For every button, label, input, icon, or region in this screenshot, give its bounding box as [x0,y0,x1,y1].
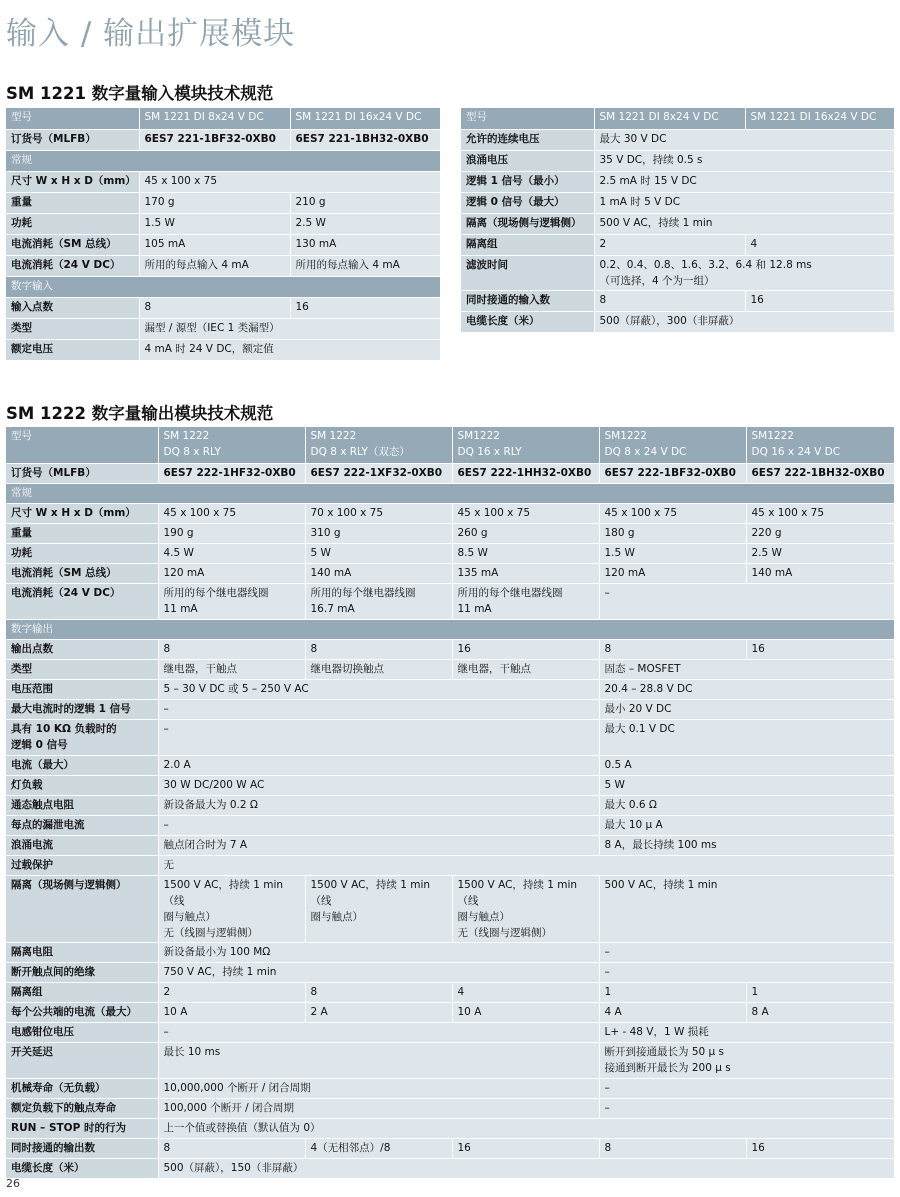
row-label: 重量 [6,192,139,213]
table-row [461,255,894,290]
cell-value: 最大 0.1 V DC [599,719,894,755]
table-row [461,150,894,171]
table-row [461,311,894,332]
cell-line: 所用的每个继电器线圈 [163,586,269,599]
cell-value: 70 x 100 x 75 [305,503,452,523]
table-header-row [461,108,894,129]
cell-value: – [599,1098,894,1118]
cell-line: 所用的每个继电器线圈 [310,586,416,599]
cell-value: 140 mA [305,563,452,583]
row-label [6,719,158,755]
table-row [6,339,440,360]
row-label: 额定电压 [6,339,139,360]
section-row [6,150,440,171]
cell-value: 8 A，最长持续 100 ms [599,835,894,855]
row-label: 允许的连续电压 [461,129,594,150]
cell-line: 所用的每个继电器线圈 [457,586,563,599]
cell-value: 8 [305,982,452,1002]
row-label: 浪涌电流 [6,835,158,855]
cell-value: 8 [305,639,452,659]
table-row [6,875,894,942]
cell-value [158,583,305,619]
table-row [6,962,894,982]
table-row [6,1158,894,1178]
cell-line: 具有 10 KΩ 负载时的 [11,722,117,735]
cell-line: DQ 8 x RLY（双态） [310,446,410,458]
cell-value: 所用的每点输入 4 mA [139,255,290,276]
table-row [461,129,894,150]
row-label: 开关延迟 [6,1042,158,1078]
table-row [6,795,894,815]
cell-value: 继电器，干触点 [452,659,599,679]
cell-line: DQ 16 x 24 V DC [751,446,841,458]
row-label: 同时接通的输出数 [6,1138,158,1158]
table-row [6,639,894,659]
cell-line: 逻辑 0 信号 [11,738,68,751]
cell-value: 260 g [452,523,599,543]
cell-value: 190 g [158,523,305,543]
cell-value: 10,000,000 个断开 / 闭合周期 [158,1078,599,1098]
cell-value: 2 A [305,1002,452,1022]
cell-value: L+ - 48 V，1 W 损耗 [599,1022,894,1042]
cell-line: 圈与触点） [457,910,510,923]
cell-value: 220 g [746,523,894,543]
table-row [461,234,894,255]
cell-value: 8 [599,639,746,659]
row-label: 输入点数 [6,297,139,318]
page-number: 26 [6,1177,20,1190]
cell-value: 16 [746,1138,894,1158]
header-cell: SM 1221 DI 16x24 V DC [290,108,440,129]
cell-value: 2.0 A [158,755,599,775]
cell-value: 新设备最小为 100 MΩ [158,942,599,962]
table-row [6,234,440,255]
order-number: 6ES7 222-1HH32-0XB0 [452,463,599,483]
cell-value: 固态 – MOSFET [599,659,894,679]
table-header-row [6,108,440,129]
cell-value: 最大 10 μ A [599,815,894,835]
cell-value: 1 [746,982,894,1002]
table-row [6,659,894,679]
cell-value: 4.5 W [158,543,305,563]
table-row [6,815,894,835]
table-row [6,463,894,483]
cell-value: 5 – 30 V DC 或 5 – 250 V AC [158,679,599,699]
row-label: 尺寸 W x H x D（mm） [6,171,139,192]
cell-value [452,583,599,619]
cell-value: 1.5 W [139,213,290,234]
row-label: 过载保护 [6,855,158,875]
table-row [6,982,894,1002]
header-cell [158,427,305,463]
row-label: 重量 [6,523,158,543]
cell-value: 最大 0.6 Ω [599,795,894,815]
cell-line: （可选择，4 个为一组） [599,274,715,287]
cell-value: 2 [158,982,305,1002]
cell-value: 16 [452,639,599,659]
row-label: 机械寿命（无负载） [6,1078,158,1098]
cell-value: – [599,1078,894,1098]
table-row [6,1022,894,1042]
cell-value: 140 mA [746,563,894,583]
table-row [6,942,894,962]
order-number: 6ES7 222-1BH32-0XB0 [746,463,894,483]
cell-value: 8 [139,297,290,318]
cell-value: 触点闭合时为 7 A [158,835,599,855]
cell-value [158,875,305,942]
cell-value: 8 [158,1138,305,1158]
row-label: 电流消耗（SM 总线） [6,563,158,583]
row-label: 每个公共端的电流（最大） [6,1002,158,1022]
cell-value: 120 mA [599,563,746,583]
order-number: 6ES7 221-1BF32-0XB0 [139,129,290,150]
cell-value: 45 x 100 x 75 [452,503,599,523]
sm1222-spec-table [6,427,895,1179]
cell-value: – [158,815,599,835]
cell-value: 8 [158,639,305,659]
table-row [6,1138,894,1158]
row-label: 逻辑 1 信号（最小） [461,171,594,192]
table-row [6,1118,894,1138]
table-row [6,679,894,699]
order-number: 6ES7 222-1BF32-0XB0 [599,463,746,483]
row-label: 电感钳位电压 [6,1022,158,1042]
cell-value: 4 A [599,1002,746,1022]
cell-value: – [599,942,894,962]
cell-line: DQ 8 x RLY [163,446,221,458]
cell-value: 16 [745,290,894,311]
cell-value: 8 [594,290,745,311]
cell-value: 继电器切换触点 [305,659,452,679]
cell-line: 断开到接通最长为 50 μ s [604,1045,725,1058]
header-cell: 型号 [6,427,158,463]
cell-value: 120 mA [158,563,305,583]
cell-value: 4 mA 时 24 V DC，额定值 [139,339,440,360]
cell-value: 上一个值或替换值（默认值为 0） [158,1118,894,1138]
order-number: 6ES7 222-1HF32-0XB0 [158,463,305,483]
row-label: 电压范围 [6,679,158,699]
table-row [6,835,894,855]
cell-value: 继电器，干触点 [158,659,305,679]
row-label: 输出点数 [6,639,158,659]
row-label: 同时接通的输入数 [461,290,594,311]
cell-value: 10 A [158,1002,305,1022]
row-label: 尺寸 W x H x D（mm） [6,503,158,523]
row-label: 类型 [6,318,139,339]
row-label: 断开触点间的绝缘 [6,962,158,982]
cell-line: 1500 V AC，持续 1 min（线 [457,878,578,907]
cell-line: DQ 16 x RLY [457,446,522,458]
cell-value: 45 x 100 x 75 [746,503,894,523]
table-row [6,855,894,875]
cell-value: 750 V AC，持续 1 min [158,962,599,982]
table-row [6,563,894,583]
row-label: 每点的漏泄电流 [6,815,158,835]
row-label: 通态触点电阻 [6,795,158,815]
cell-line: 圈与触点） [310,910,363,923]
table-row [6,213,440,234]
row-label: 电流消耗（24 V DC） [6,255,139,276]
table-row [461,192,894,213]
cell-value: 2 [594,234,745,255]
table-row [6,171,440,192]
cell-value: 8 [599,1138,746,1158]
cell-value: 16 [290,297,440,318]
section-title-sm1221: SM 1221 数字量输入模块技术规范 [6,84,274,103]
cell-line: 1500 V AC，持续 1 min（线 [163,878,284,907]
header-cell: SM 1221 DI 8x24 V DC [594,108,745,129]
cell-value: 4 [452,982,599,1002]
cell-value: 2.5 W [746,543,894,563]
cell-value: 210 g [290,192,440,213]
row-label: 电缆长度（米） [6,1158,158,1178]
row-label: RUN – STOP 时的行为 [6,1118,158,1138]
row-label: 浪涌电压 [461,150,594,171]
cell-value: – [599,583,894,619]
table-row [6,583,894,619]
cell-value [452,875,599,942]
cell-value: 5 W [305,543,452,563]
row-label: 隔离组 [6,982,158,1002]
cell-value: 无 [158,855,894,875]
cell-value: 4（无相邻点）/8 [305,1138,452,1158]
table-row [6,129,440,150]
cell-value: 130 mA [290,234,440,255]
cell-value: 135 mA [452,563,599,583]
header-cell: 型号 [461,108,594,129]
cell-value: 16 [746,639,894,659]
cell-value: 45 x 100 x 75 [139,171,440,192]
section-row [6,619,894,639]
cell-value: 45 x 100 x 75 [599,503,746,523]
table-header-row [6,427,894,463]
row-label: 隔离（现场侧与逻辑侧） [461,213,594,234]
cell-value: 1 mA 时 5 V DC [594,192,894,213]
cell-value: 1.5 W [599,543,746,563]
section-row [6,276,440,297]
cell-value: 500 V AC，持续 1 min [599,875,894,942]
table-row [6,775,894,795]
row-label: 最大电流时的逻辑 1 信号 [6,699,158,719]
cell-value: 500（屏蔽），300（非屏蔽） [594,311,894,332]
cell-value: 180 g [599,523,746,543]
header-cell: SM 1221 DI 8x24 V DC [139,108,290,129]
cell-value: 5 W [599,775,894,795]
cell-value: 500 V AC，持续 1 min [594,213,894,234]
cell-line: 0.2、0.4、0.8、1.6、3.2、6.4 和 12.8 ms [599,258,812,271]
cell-value: 105 mA [139,234,290,255]
page-title: 输入 / 输出扩展模块 [6,16,296,52]
cell-line: 无（线圈与逻辑侧） [457,926,552,939]
sm1221-spec-table-left [6,108,441,361]
table-row [6,192,440,213]
table-row [6,755,894,775]
cell-value: 30 W DC/200 W AC [158,775,599,795]
cell-line: 11 mA [163,602,198,615]
table-row [6,255,440,276]
cell-line: SM1222 [604,430,647,442]
cell-value: 35 V DC，持续 0.5 s [594,150,894,171]
table-row [6,503,894,523]
table-row [461,213,894,234]
cell-value: 10 A [452,1002,599,1022]
cell-value: – [158,699,599,719]
table-row [6,719,894,755]
cell-value: 新设备最大为 0.2 Ω [158,795,599,815]
cell-value: 4 [745,234,894,255]
row-label: 额定负载下的触点寿命 [6,1098,158,1118]
table-row [6,523,894,543]
row-label: 逻辑 0 信号（最大） [461,192,594,213]
row-label: 订货号（MLFB） [6,463,158,483]
cell-value [305,875,452,942]
row-label: 电流消耗（SM 总线） [6,234,139,255]
cell-line: SM1222 [751,430,794,442]
header-cell [599,427,746,463]
cell-value: 45 x 100 x 75 [158,503,305,523]
cell-value: – [158,1022,599,1042]
cell-value: 1 [599,982,746,1002]
order-number: 6ES7 222-1XF32-0XB0 [305,463,452,483]
cell-value: – [599,962,894,982]
row-label: 隔离电阻 [6,942,158,962]
sm1221-spec-table-right [461,108,895,333]
section-heading: 数字输入 [6,276,440,297]
cell-line: DQ 8 x 24 V DC [604,446,687,458]
cell-value: 最小 20 V DC [599,699,894,719]
cell-value: 2.5 W [290,213,440,234]
row-label: 电缆长度（米） [461,311,594,332]
cell-value: 所用的每点输入 4 mA [290,255,440,276]
cell-value: 0.5 A [599,755,894,775]
cell-line: SM1222 [457,430,500,442]
table-row [6,699,894,719]
table-row [6,1078,894,1098]
cell-line: 11 mA [457,602,492,615]
table-row [6,318,440,339]
cell-value: 最大 30 V DC [594,129,894,150]
table-row [6,297,440,318]
section-heading: 常规 [6,483,894,503]
cell-value: 漏型 / 源型（IEC 1 类漏型） [139,318,440,339]
cell-value: 8.5 W [452,543,599,563]
header-cell: SM 1221 DI 16x24 V DC [745,108,894,129]
cell-value [305,583,452,619]
table-row [461,171,894,192]
table-row [6,1042,894,1078]
table-row [6,543,894,563]
cell-value: – [158,719,599,755]
cell-line: 1500 V AC，持续 1 min（线 [310,878,431,907]
cell-line: 无（线圈与逻辑侧） [163,926,258,939]
cell-line: SM 1222 [163,430,210,442]
table-row [6,1002,894,1022]
order-number: 6ES7 221-1BH32-0XB0 [290,129,440,150]
header-cell [305,427,452,463]
cell-value: 500（屏蔽），150（非屏蔽） [158,1158,894,1178]
row-label: 隔离组 [461,234,594,255]
row-label: 类型 [6,659,158,679]
cell-value: 2.5 mA 时 15 V DC [594,171,894,192]
cell-value [594,255,894,290]
row-label: 滤波时间 [461,255,594,290]
cell-value: 16 [452,1138,599,1158]
cell-value: 310 g [305,523,452,543]
cell-value: 100,000 个断开 / 闭合周期 [158,1098,599,1118]
section-heading: 常规 [6,150,440,171]
section-heading: 数字输出 [6,619,894,639]
row-label: 电流消耗（24 V DC） [6,583,158,619]
row-label: 隔离（现场侧与逻辑侧） [6,875,158,942]
header-cell: 型号 [6,108,139,129]
row-label: 灯负载 [6,775,158,795]
header-cell [452,427,599,463]
section-row [6,483,894,503]
row-label: 功耗 [6,213,139,234]
cell-value: 最长 10 ms [158,1042,599,1078]
header-cell [746,427,894,463]
cell-value: 8 A [746,1002,894,1022]
section-title-sm1222: SM 1222 数字量输出模块技术规范 [6,404,274,423]
cell-line: SM 1222 [310,430,357,442]
cell-value [599,1042,894,1078]
table-row [6,1098,894,1118]
cell-line: 接通到断开最长为 200 μ s [604,1061,731,1074]
cell-line: 16.7 mA [310,602,355,615]
row-label: 订货号（MLFB） [6,129,139,150]
row-label: 电流（最大） [6,755,158,775]
table-row [461,290,894,311]
row-label: 功耗 [6,543,158,563]
cell-value: 20.4 – 28.8 V DC [599,679,894,699]
cell-value: 170 g [139,192,290,213]
cell-line: 圈与触点） [163,910,216,923]
